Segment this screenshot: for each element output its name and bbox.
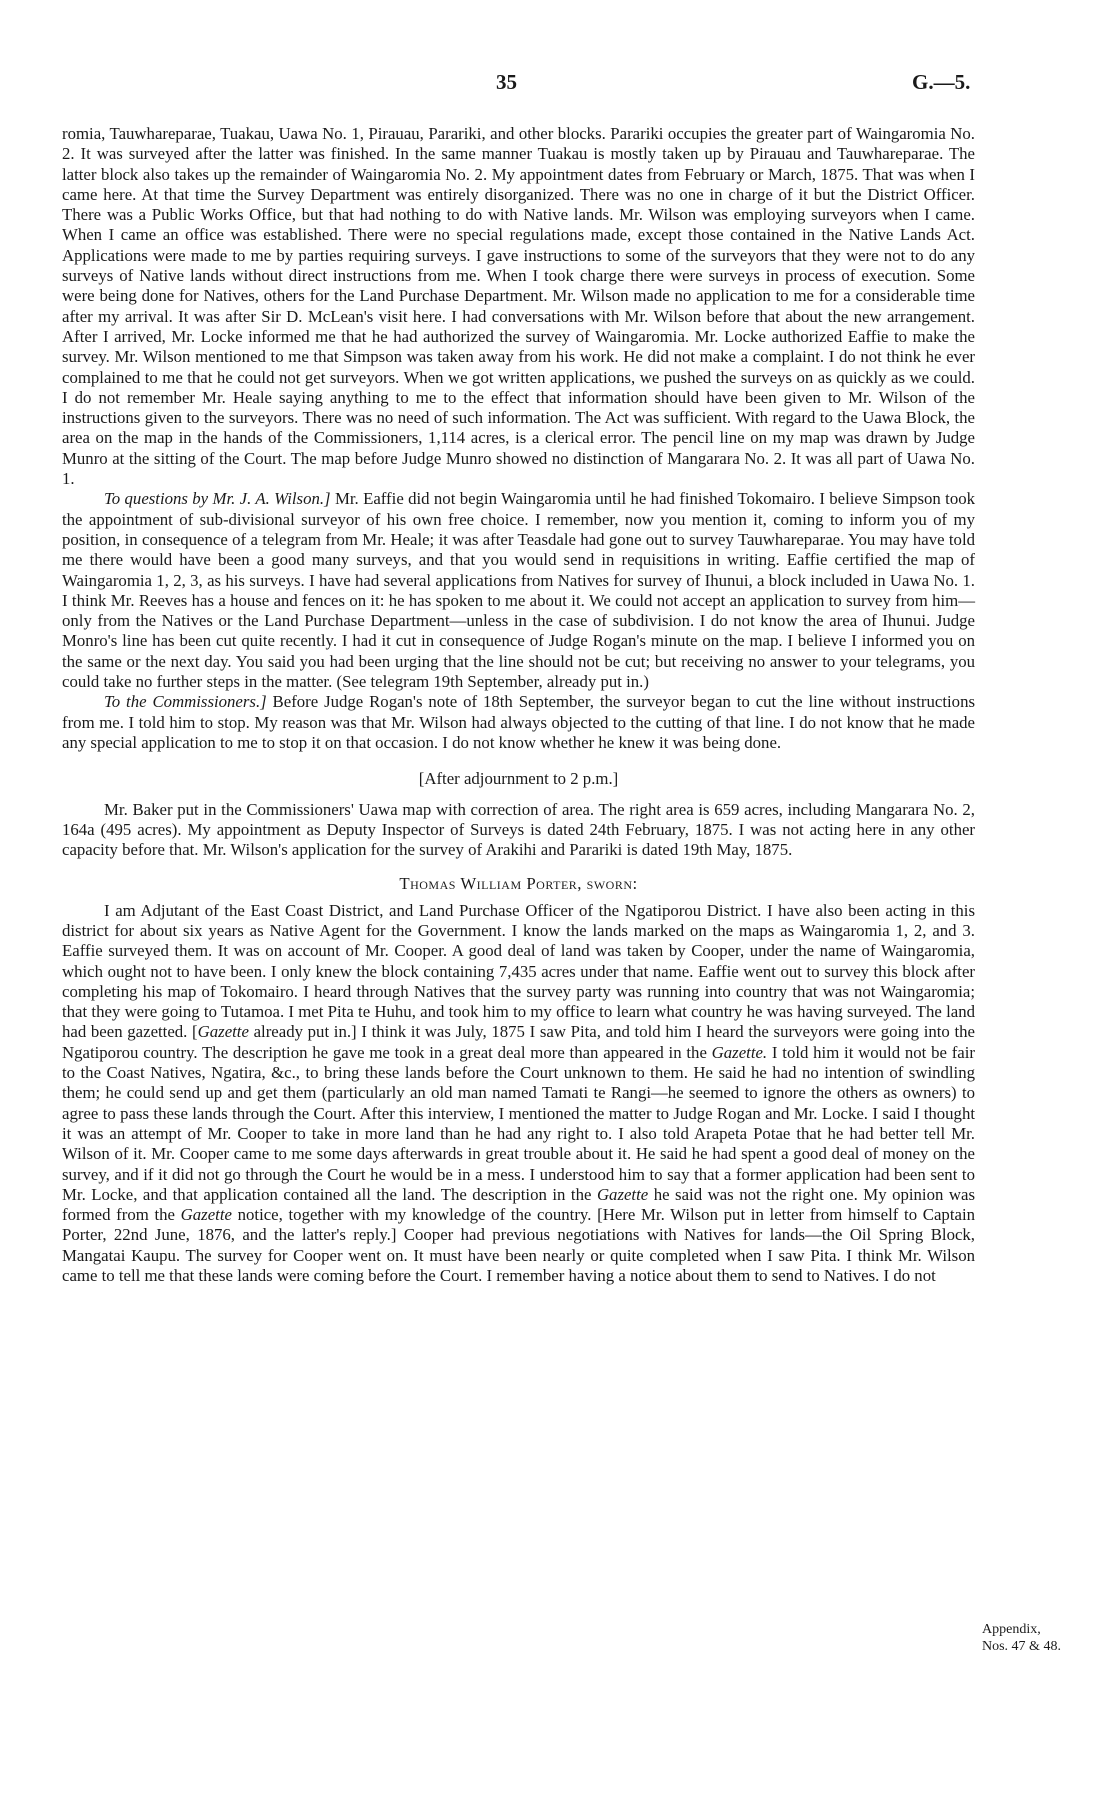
paragraph-text: Before Judge Rogan's note of 18th September, the surveyor began to cut the line without instructions from me. I told him to stop. My reason was that Mr. Wilson had always objected to the cutting of that line. I do not know that he made any special application to me to stop it on that occasion. I do not know whether he knew it was being done.	[62, 692, 975, 752]
paragraph-porter	[62, 901, 975, 1287]
witness-heading: Thomas William Porter, sworn:	[399, 874, 638, 894]
document-body	[62, 124, 975, 1286]
paragraph-lead: To the Commissioners.]	[104, 692, 267, 712]
gazette-ref: Gazette.	[711, 1042, 768, 1062]
margin-note	[982, 1621, 1092, 1655]
margin-note-line: Nos. 47 & 48.	[982, 1639, 1061, 1654]
series-code: G.—5.	[912, 70, 971, 94]
paragraph-text: he said was not the right one. My opinion was formed from the	[62, 1184, 975, 1225]
paragraph-text: I told him it would not be fair to the Coast Natives, Ngatira, &c., to bring these lands before the Court unknown to them. He said he had no intention of swindling them; he could send up and get them (particularly an old man named Tamati te Rangi—he seemed to ignore the others as owners) to agree to pass these lands through the Court. After this interview, I mentioned the matter to Judge Rogan and Mr. Locke. I said I thought it was an attempt of Mr. Cooper to take in more land than he had any right to. I also told Arapeta Potae that he had better tell Mr. Wilson of it. Mr. Cooper came to me some days afterwards in great trouble about it. He said he had spent a good deal of money on the survey, and if it did not go through the Court he would be in a mess. I understood him to say that a former application had been sent to Mr. Locke, and that application contained all the land. The description in the	[62, 1042, 975, 1204]
paragraph-questions-wilson	[62, 489, 975, 692]
paragraph-commissioners	[62, 692, 975, 753]
adjournment-note: [After adjournment to 2 p.m.]	[418, 769, 619, 789]
paragraph-text: already put in.] I think it was July, 1875 I saw Pita, and told him I heard the surveyors were going into the Ngatiporou country. The description he gave me took in a great deal more than appeared in the	[62, 1022, 975, 1062]
paragraph-lead: To questions by Mr. J. A. Wilson.]	[104, 489, 331, 509]
gazette-ref: Gazette	[180, 1205, 232, 1225]
page-number: 35	[496, 70, 517, 94]
gazette-ref: Gazette	[596, 1184, 649, 1204]
paragraph-text: notice, together with my knowledge of the country. [Here Mr. Wilson put in letter from himself to Captain Porter, 22nd June, 1876, and the latter's reply.] Cooper had previous negotiations with Natives for lands—the Oil Spring Block, Mangatai Kaupu. The survey for Cooper went on. It must have been nearly or quite completed when I saw Pita. I think Mr. Wilson came to tell me that these lands were coming before the Court. I remember having a notice about them to send to Natives. I do not	[62, 1205, 975, 1286]
margin-note-line: Appendix,	[982, 1622, 1041, 1637]
gazette-ref: Gazette	[197, 1022, 249, 1042]
paragraph-baker: Mr. Baker put in the Commissioners' Uawa map with correction of area. The right area is 659 acres, including Mangarara No. 2, 164a (495 acres). My appointment as Deputy Inspector of Surveys is dated 24th February, 1875. I was not acting here in any other capacity before that. Mr. Wilson's application for the survey of Arakihi and Parariki is dated 19th May, 1875.	[62, 799, 975, 860]
paragraph-continued: romia, Tauwhareparae, Tuakau, Uawa No. 1, Pirauau, Parariki, and other blocks. Parariki occupies the greater part of Waingaromia No. 2. It was surveyed after the latter was finished. In the same manner Tuakau is mostly taken up by Pirauau and Tauwhareparae. The latter block also takes up the remainder of Waingaromia No. 2. My appointment dates from February or March, 1875. That was when I came here. At that time the Survey Department was entirely disorganized. There was no one in charge of it but the District Officer. There was a Public Works Office, but that had nothing to do with Native lands. Mr. Wilson was employing surveyors when I came. When I came an office was established. There were no special regulations made, except those contained in the Native Lands Act. Applications were made to me by parties requiring surveys. I gave instructions to some of the surveyors that they were not to do any surveys of Native lands without direct instructions from me. When I took charge there were surveys in process of execution. Some were being done for Natives, others for the Land Purchase Department. Mr. Wilson made no application to me for a considerable time after my arrival. It was after Sir D. McLean's visit here. I had conversations with Mr. Wilson before that about the new arrangement. After I arrived, Mr. Locke informed me that he had authorized the survey of Waingaromia. Mr. Locke authorized Eaffie to make the survey. Mr. Wilson mentioned to me that Simpson was taken away from his work. He did not make a complaint. I do not think he ever complained to me that he could not get surveyors. When we got written applications, we pushed the surveys on as quickly as we could. I do not remember Mr. Heale saying anything to me to the effect that information should have been given to Mr. Wilson of the instructions given to the surveyors. There was no need of such information. The Act was sufficient. With regard to the Uawa Block, the area on the map in the hands of the Commissioners, 1,114 acres, is a clerical error. The pencil line on my map was drawn by Judge Munro at the sitting of the Court. The map before Judge Munro showed no distinction of Mangarara No. 2. It was all part of Uawa No. 1.	[62, 124, 975, 489]
page-header	[0, 70, 1114, 100]
paragraph-text: I am Adjutant of the East Coast District, and Land Purchase Officer of the Ngatiporou District. I have also been acting in this district for about six years as Native Agent for the Government. I know the lands marked on the maps as Waingaromia 1, 2, and 3. Eaffie surveyed them. It was on account of Mr. Cooper. A good deal of land was taken by Cooper, under the name of Waingaromia, which ought not to have been. I only knew the block containing 7,435 acres under that name. Eaffie went out to survey this block after completing his map of Tokomairo. I heard through Natives that the survey party was running into country that was not Waingaromia; that they were going to Tutamoa. I met Pita te Huhu, and took him to my office to learn what country he was having surveyed. The land had been gazetted. [	[62, 900, 975, 1042]
paragraph-text: Mr. Eaffie did not begin Waingaromia until he had finished Tokomairo. I believe Simpson took the appointment of sub-divisional surveyor of his own free choice. I remember, now you mention it, coming to inform you of my position, in consequence of a telegram from Mr. Heale; it was after Teasdale had gone out to survey Tauwhareparae. You may have told me there would have been a good many surveys, and that you would send in requisitions in writing. Eaffie certified the map of Waingaromia 1, 2, 3, as his surveys. I have had several applications from Natives for survey of Ihunui, a block included in Uawa No. 1. I think Mr. Reeves has a house and fences on it: he has spoken to me about it. We could not accept an application to survey from him—only from the Natives or the Land Purchase Department—unless in the case of subdivision. I do not know the area of Ihunui. Judge Monro's line has been cut quite recently. I had it cut in consequence of Judge Rogan's minute on the map. I believe I informed you on the same or the next day. You said you had been urging that the line should not be cut; but receiving no answer to your telegrams, you could take no further steps in the matter. (See telegram 19th September, already put in.)	[62, 489, 976, 692]
